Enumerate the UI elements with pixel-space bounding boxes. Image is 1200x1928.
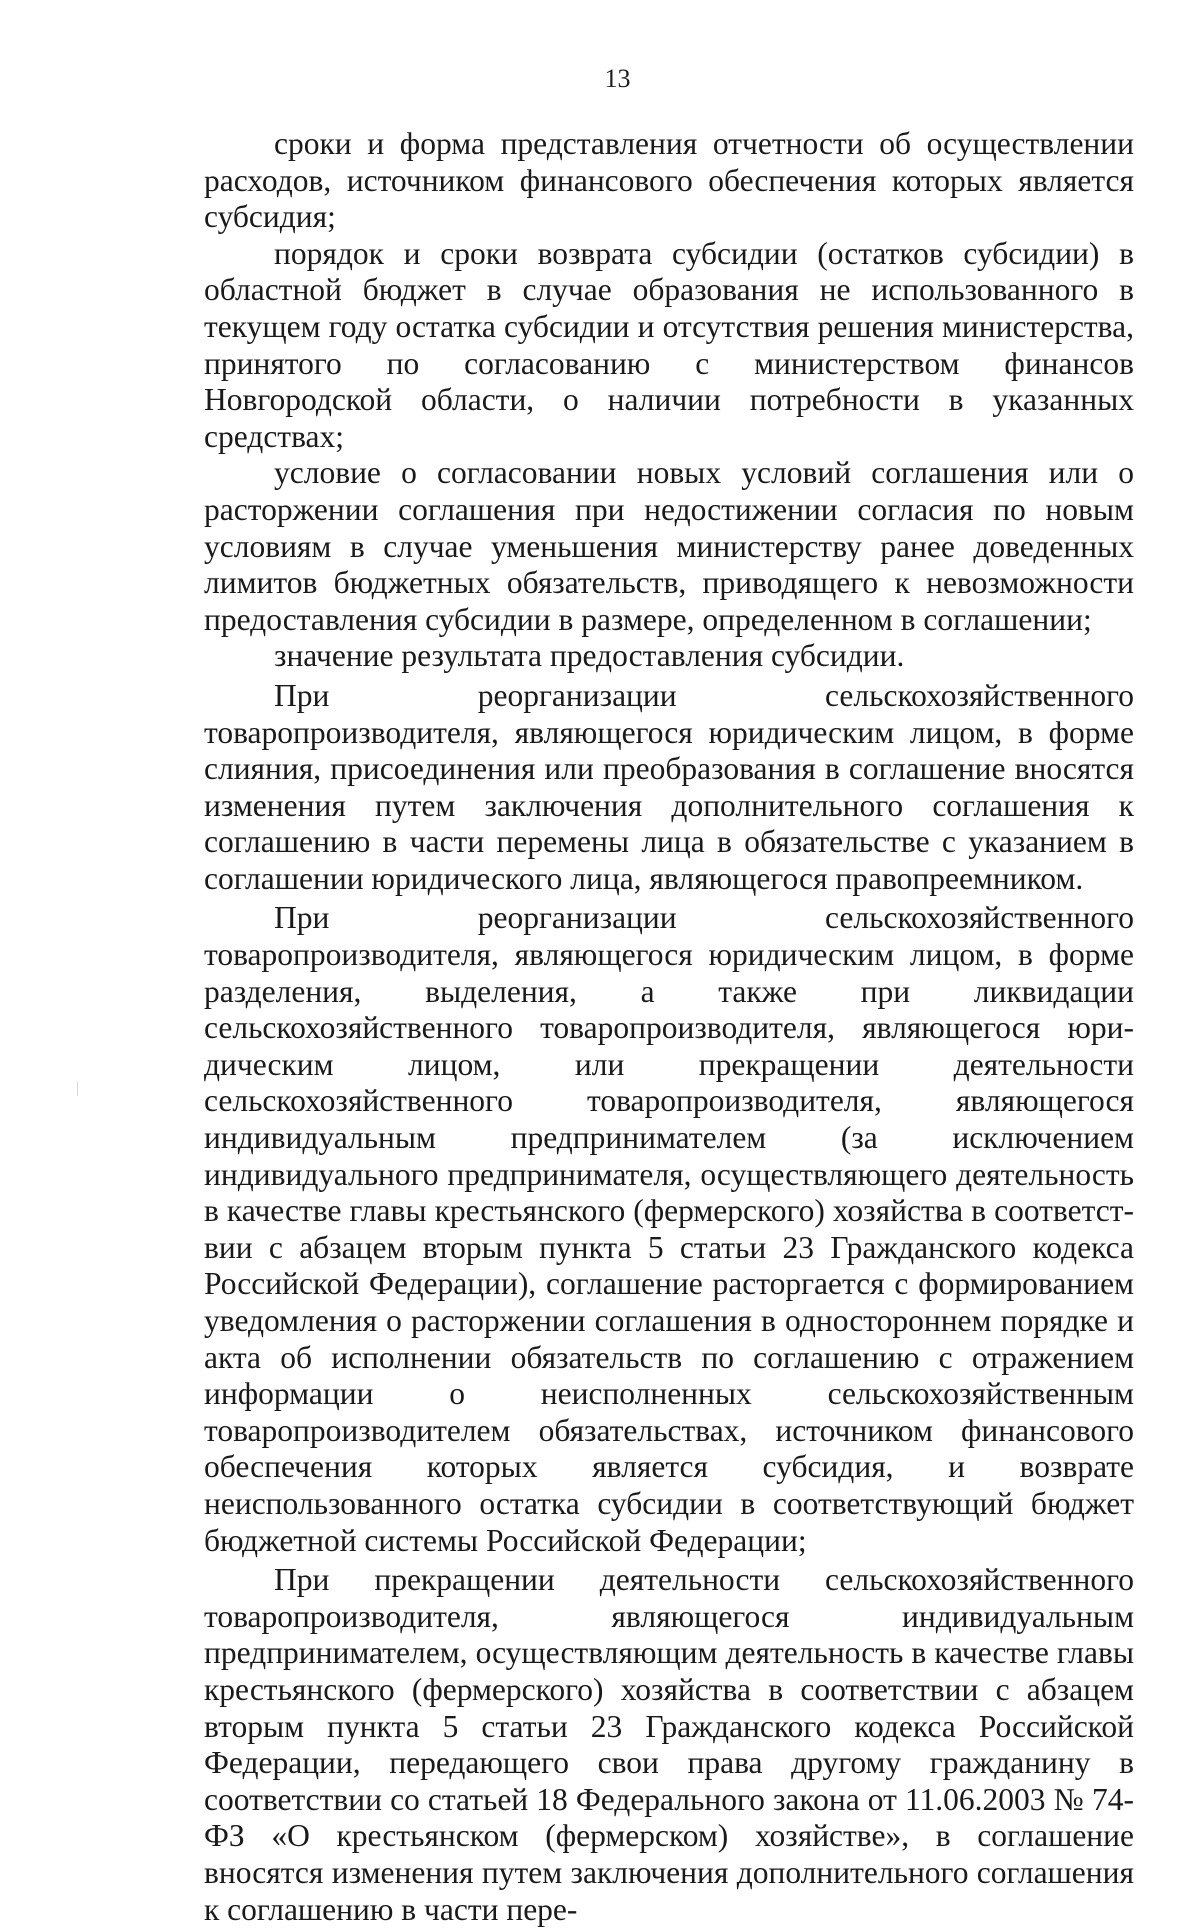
scan-margin-mark (77, 1082, 78, 1096)
paragraph-agreement-conditions: условие о согласовании новых условий соглашения или о расторжении соглашения при недостижении согласия по новым условиям в случае уменьшения министерству ранее доведенных лимитов бюджетных обязательств, приводящего к невозможности предоставления субсидии в размере, определенном в соглашении; (204, 455, 1134, 637)
paragraph-result-value: значение результата предоставления субсидии. (274, 638, 905, 674)
page-number: 13 (604, 64, 631, 93)
paragraph-subsidy-return: порядок и сроки возврата субсидии (остатков субсидии) в областной бюджет в случае образования не использованного в текущем году остатка субсидии и отсутствия решения министерства, принятого по согласованию с министерством финансов Новгородской области, о наличии потребности в указанных средствах; (204, 235, 1134, 454)
paragraph-reporting-terms: сроки и форма представления отчетности об осуществлении расходов, источником финансового обеспечения которых является субсидия; (204, 126, 1134, 235)
paragraph-farm-termination: При прекращении деятельности сельскохозяйственного товаропроизводителя, являющегося индивидуальным предпринимателем, осуществляющим деятельность в качестве главы крестьянского (фермерского) хозяйства в соответствии с абзацем вторым пункта 5 статьи 23 Гражданского кодекса Российской Федерации, передающего свои права другому гражданину в соответствии со статьей 18 Федерального закона от 11.06.2003 № 74-ФЗ «О крестьянском (фермерском) хозяйстве», в соглашение вносятся изменения путем заключения дополнительного соглашения к соглашению в части пере- (204, 1562, 1134, 1927)
paragraph-reorganization-division: При реорганизации сельскохозяйственного товаропроизводителя, являющегося юридическим лицом, в форме разделения, выделения, а также при ликвидации сельскохозяйственного товаропроизводителя, являющегося юридическим лицом, или прекращении деятельности сельскохозяйственного товаропроизводителя, являющегося индивидуальным предпринимателем (за исключением индивидуального предпринимателя, осуществляющего деятельность в качестве главы крестьянского (фермерского) хозяйства в соответствии с абзацем вторым пункта 5 статьи 23 Гражданского кодекса Российской Федерации), соглашение расторгается с формированием уведомления о расторжении соглашения в одностороннем порядке и акта об исполнении обязательств по соглашению с отражением информации о неисполненных сельскохозяйственным товаропроизводителем обязательствах, источником финансового обеспечения которых является субсидия, и возврате неиспользованного остатка субсидии в соответствующий бюджет бюджетной системы Российской Федерации; (204, 900, 1134, 1558)
paragraph-reorganization-merger: При реорганизации сельскохозяйственного товаропроизводителя, являющегося юридическим лицом, в форме слияния, присоединения или преобразования в соглашение вносятся изменения путем заключения дополнительного соглашения к соглашению в части перемены лица в обязательстве с указанием в соглашении юридического лица, являющегося правопреемником. (204, 677, 1134, 896)
document-body (204, 126, 1134, 1928)
